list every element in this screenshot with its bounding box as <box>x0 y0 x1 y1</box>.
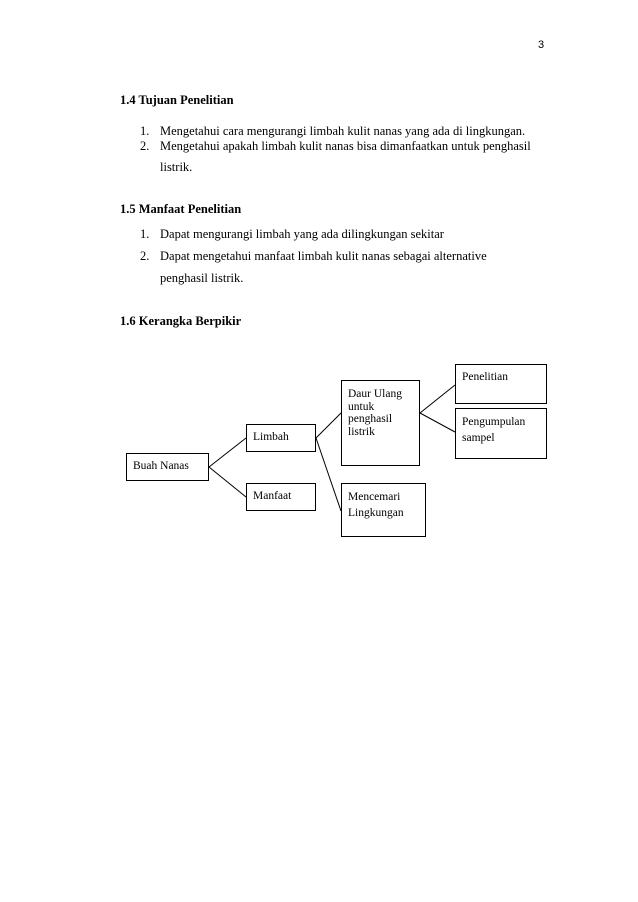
box-limbah <box>246 424 316 452</box>
box-label: Mencemari <box>348 491 401 503</box>
box-manfaat <box>246 483 316 511</box>
list-number: 2. <box>140 249 150 263</box>
section-heading-kerangka: 1.6 Kerangka Berpikir <box>120 314 242 328</box>
box-label: Daur Ulang <box>348 388 402 400</box>
list-number: 2. <box>140 139 150 153</box>
section-heading-tujuan: 1.4 Tujuan Penelitian <box>120 93 234 107</box>
box-label: Limbah <box>253 431 289 443</box>
connector-line <box>420 413 455 432</box>
list-text-continuation: penghasil listrik. <box>160 271 244 285</box>
box-label: Lingkungan <box>348 507 404 519</box>
box-label: Manfaat <box>253 490 292 502</box>
box-label: Pengumpulan <box>462 416 526 428</box>
box-label: penghasil <box>348 413 393 425</box>
connector-line <box>316 413 341 438</box>
box-pengumpulan-sampel <box>455 408 547 459</box>
box-label: listrik <box>348 425 375 438</box>
list-number: 1. <box>140 124 150 138</box>
box-label: untuk <box>348 400 375 413</box>
box-label: Buah Nanas <box>133 460 189 472</box>
section-heading-manfaat: 1.5 Manfaat Penelitian <box>120 202 242 216</box>
list-text-continuation: listrik. <box>160 160 193 174</box>
list-text: Mengetahui cara mengurangi limbah kulit nanas yang ada di lingkungan. <box>160 124 526 138</box>
box-label: Penelitian <box>462 371 508 383</box>
connector-line <box>420 385 455 413</box>
connector-line <box>209 438 246 467</box>
box-daur-ulang <box>341 380 420 466</box>
box-mencemari <box>341 483 426 537</box>
list-text: Dapat mengetahui manfaat limbah kulit nanas sebagai alternative <box>160 249 487 263</box>
list-number: 1. <box>140 227 150 241</box>
list-text: Mengetahui apakah limbah kulit nanas bisa dimanfaatkan untuk penghasil <box>160 139 531 153</box>
box-label: sampel <box>462 432 495 444</box>
box-penelitian <box>455 364 547 404</box>
box-buah-nanas <box>126 453 209 481</box>
connector-line <box>316 438 341 511</box>
connector-line <box>209 467 246 497</box>
page-number: 3 <box>538 39 545 51</box>
list-text: Dapat mengurangi limbah yang ada dilingkungan sekitar <box>160 227 444 241</box>
